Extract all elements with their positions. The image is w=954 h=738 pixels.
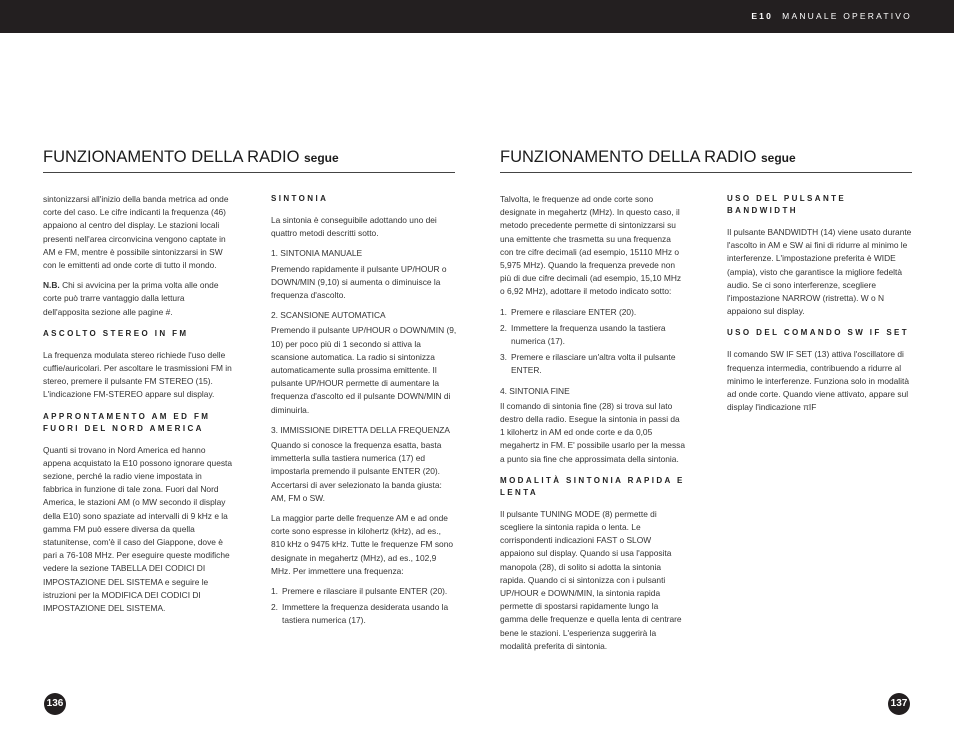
header-brand: E10 xyxy=(751,11,774,21)
paragraph-modalita: Il pulsante TUNING MODE (8) permette di scegliere la sintonia rapida o lenta. Le corrispondenti indicazioni FAST o SLOW appaiono sul display. Quando si usa l'apposita manopola (28), di solito si adotta la sintonia rapida. Quando ci si sintonizza con i pulsanti UP/HOUR e DOWN/MIN, la sintonia rapida permette di spostarsi rapidamente lungo la gamma delle frequenze e quella lenta di centrare bene le stazioni. L'esperienza suggerirà la modalità preferita di sintonia. xyxy=(500,508,682,651)
immissione-text: Quando si conosce la frequenza esatta, basta immetterla sulla tastiera numerica (17) ed impostarla premendo il pulsante ENTER (20). Accertarsi di aver selezionato la banda giusta: AM, FM o SW. xyxy=(271,440,442,503)
step-number: 3. xyxy=(500,352,507,363)
note-paragraph xyxy=(43,279,233,319)
step-number: 2. xyxy=(271,602,278,613)
list-item xyxy=(500,351,686,377)
right-section-title xyxy=(500,148,796,167)
paragraph-stereo: La frequenza modulata stereo richiede l'uso delle cuffie/auricolari. Per ascoltare le trasmissioni FM in stereo, premere il pulsante FM STEREO (15). L'indicazione FM-STEREO appare sul display. xyxy=(43,349,232,400)
steps-list-right xyxy=(500,306,686,378)
heading-approntamento: APPRONTAMENTO AM ED FM FUORI DEL NORD AMERICA xyxy=(43,411,211,433)
step-text: Premere e rilasciare il pulsante ENTER (20). xyxy=(282,586,448,597)
left-title-main: FUNZIONAMENTO DELLA RADIO xyxy=(43,148,300,166)
column-3 xyxy=(500,193,686,660)
paragraph-sintonia-intro: La sintonia è conseguibile adottando uno dei quattro metodi descritti sotto. xyxy=(271,215,437,239)
immissione-title: 3. IMMISSIONE DIRETTA DELLA FREQUENZA xyxy=(271,424,451,435)
list-item xyxy=(500,322,686,348)
right-title-rule xyxy=(500,172,912,173)
steps-list-left xyxy=(271,585,457,628)
column-2 xyxy=(271,193,457,635)
heading-sintonia: SINTONIA xyxy=(271,194,329,203)
sintonia-manuale-title: 1. SINTONIA MANUALE xyxy=(271,248,363,259)
step-text: Immettere la frequenza desiderata usando la tastiera numerica (17). xyxy=(282,602,449,626)
paragraph-sw-if-set: Il comando SW IF SET (13) attiva l'oscillatore di frequenza intermedia, contribuendo a ridurre al minimo le interferenze. Funziona solo in modalità ad onde corte. Quando viene attivato, appare sul display l'indicazione πIF xyxy=(727,349,910,413)
right-title-main: FUNZIONAMENTO DELLA RADIO xyxy=(500,148,757,166)
left-section-title xyxy=(43,148,339,167)
column-1 xyxy=(43,193,233,622)
step-number: 1. xyxy=(271,586,278,597)
paragraph-talvolta: Talvolta, le frequenze ad onde corte sono designate in megahertz (MHz). In questo caso, il metodo precedente permette di sintonizzarsi su una emittente che trasmetta su una frequenza con tre cifre decimali (ad esempio, 15110 MHz o 5,975 MHz). Quando la frequenza prevede non più di due cifre decimali (ad esempio, 15,10 MHz o 6,92 MHz), adottare il metodo indicato sotto: xyxy=(500,194,682,297)
paragraph-approntamento: Quanti si trovano in Nord America ed hanno appena acquistato la E10 possono ignorare questa sezione, perché la radio viene impostata in fabbrica in funzione di tale zona. Fuori dal Nord America, le stazioni AM (o MW secondo il display della E10) sono spaziate ad intervalli di 9 kHz e la gamma FM può essere diversa da quella statunitense, com'è il caso del Giappone, dove è pari a 76-108 MHz. Per eseguire queste modifiche vedere la sezione TABELLA DEI CODICI DI IMPOSTAZIONE DEL SISTEMA e seguire le istruzioni per la MODIFICA DEI CODICI DI IMPOSTAZIONE DEL SISTEMA. xyxy=(43,444,233,614)
heading-bandwidth: USO DEL PULSANTE BANDWIDTH xyxy=(727,194,847,215)
page-number-right: 137 xyxy=(888,693,910,715)
step-number: 1. xyxy=(500,306,507,317)
page-number-left: 136 xyxy=(44,693,66,715)
note-label: N.B. xyxy=(43,280,60,291)
paragraph-maggior-parte: La maggior parte delle frequenze AM e ad onde corte sono espresse in kilohertz (kHz), ad es., 810 kHz o 9475 kHz. Tutte le frequenze FM sono designate in megahertz (MHz), ad es., 102,9 MHz. Per immettere una frequenza: xyxy=(271,513,454,576)
paragraph-bandwidth: Il pulsante BANDWIDTH (14) viene usato durante l'ascolto in AM e SW ai fini di ridurre al minimo le interferenze. L'impostazione preferita è WIDE (ampia), visto che garantisce la migliore fedeltà audio. Se ci sono interferenze, scegliere l'impostazione NARROW (ristretta). W o N appaiono sul display. xyxy=(727,227,912,317)
step-text: Premere e rilasciare un'altra volta il pulsante ENTER. xyxy=(511,352,676,376)
right-title-sub: segue xyxy=(761,151,796,165)
header-title: MANUALE OPERATIVO xyxy=(782,11,912,21)
sintonia-fine-title: 4. SINTONIA FINE xyxy=(500,385,570,396)
heading-sw-if-set: USO DEL COMANDO SW IF SET xyxy=(727,328,910,338)
step-number: 2. xyxy=(500,322,507,333)
column-4 xyxy=(727,193,913,421)
note-text: Chi si avvicina per la prima volta alle onde corte può trarre vantaggio dalla lettura dell'apposita sezione alle pagine #. xyxy=(43,280,219,317)
heading-modalita: MODALITÀ SINTONIA RAPIDA E LENTA xyxy=(500,475,685,497)
list-item xyxy=(500,306,686,319)
step-text: Immettere la frequenza usando la tastiera numerica (17). xyxy=(511,322,666,347)
left-title-rule xyxy=(43,172,455,173)
list-item xyxy=(271,585,457,598)
header-bar xyxy=(0,0,954,33)
sintonia-manuale-text: Premendo rapidamente il pulsante UP/HOUR o DOWN/MIN (9,10) si aumenta o diminuisce la frequenza d'ascolto. xyxy=(271,263,447,301)
list-item xyxy=(271,601,457,627)
heading-ascolto-stereo: ASCOLTO STEREO IN FM xyxy=(43,328,189,338)
scansione-text: Premendo il pulsante UP/HOUR o DOWN/MIN (9, 10) per poco più di 1 secondo si attiva la scansione automatica. La radio si sintonizza automaticamente sulla prossima emittente. Il pulsante UP/HOUR permette di aumentare la frequenza d'ascolto ed il pulsante DOWN/MIN di diminuirla. xyxy=(271,325,457,415)
paragraph-intro: sintonizzarsi all'inizio della banda metrica ad onde corte del caso. Le cifre indicanti la frequenza (46) appaiono al centro del display. Le stazioni locali presenti nell'area circonvicina vengono captate in AM e FM, mentre è possibile sintonizzarsi in SW con le emittenti ad onde corte di tutto il mondo. xyxy=(43,194,229,271)
scansione-title: 2. SCANSIONE AUTOMATICA xyxy=(271,310,386,321)
step-text: Premere e rilasciare ENTER (20). xyxy=(511,306,637,317)
left-title-sub: segue xyxy=(304,151,339,165)
header-text xyxy=(751,11,912,21)
sintonia-fine-text: Il comando di sintonia fine (28) si trova sul lato destro della radio. Esegue la sintonia in passi da 1 kilohertz in AM ed onde corte e da 0,05 megahertz in FM. E' possibile usarlo per la messa a punto sia fine che approssimata della sintonia. xyxy=(500,400,685,464)
